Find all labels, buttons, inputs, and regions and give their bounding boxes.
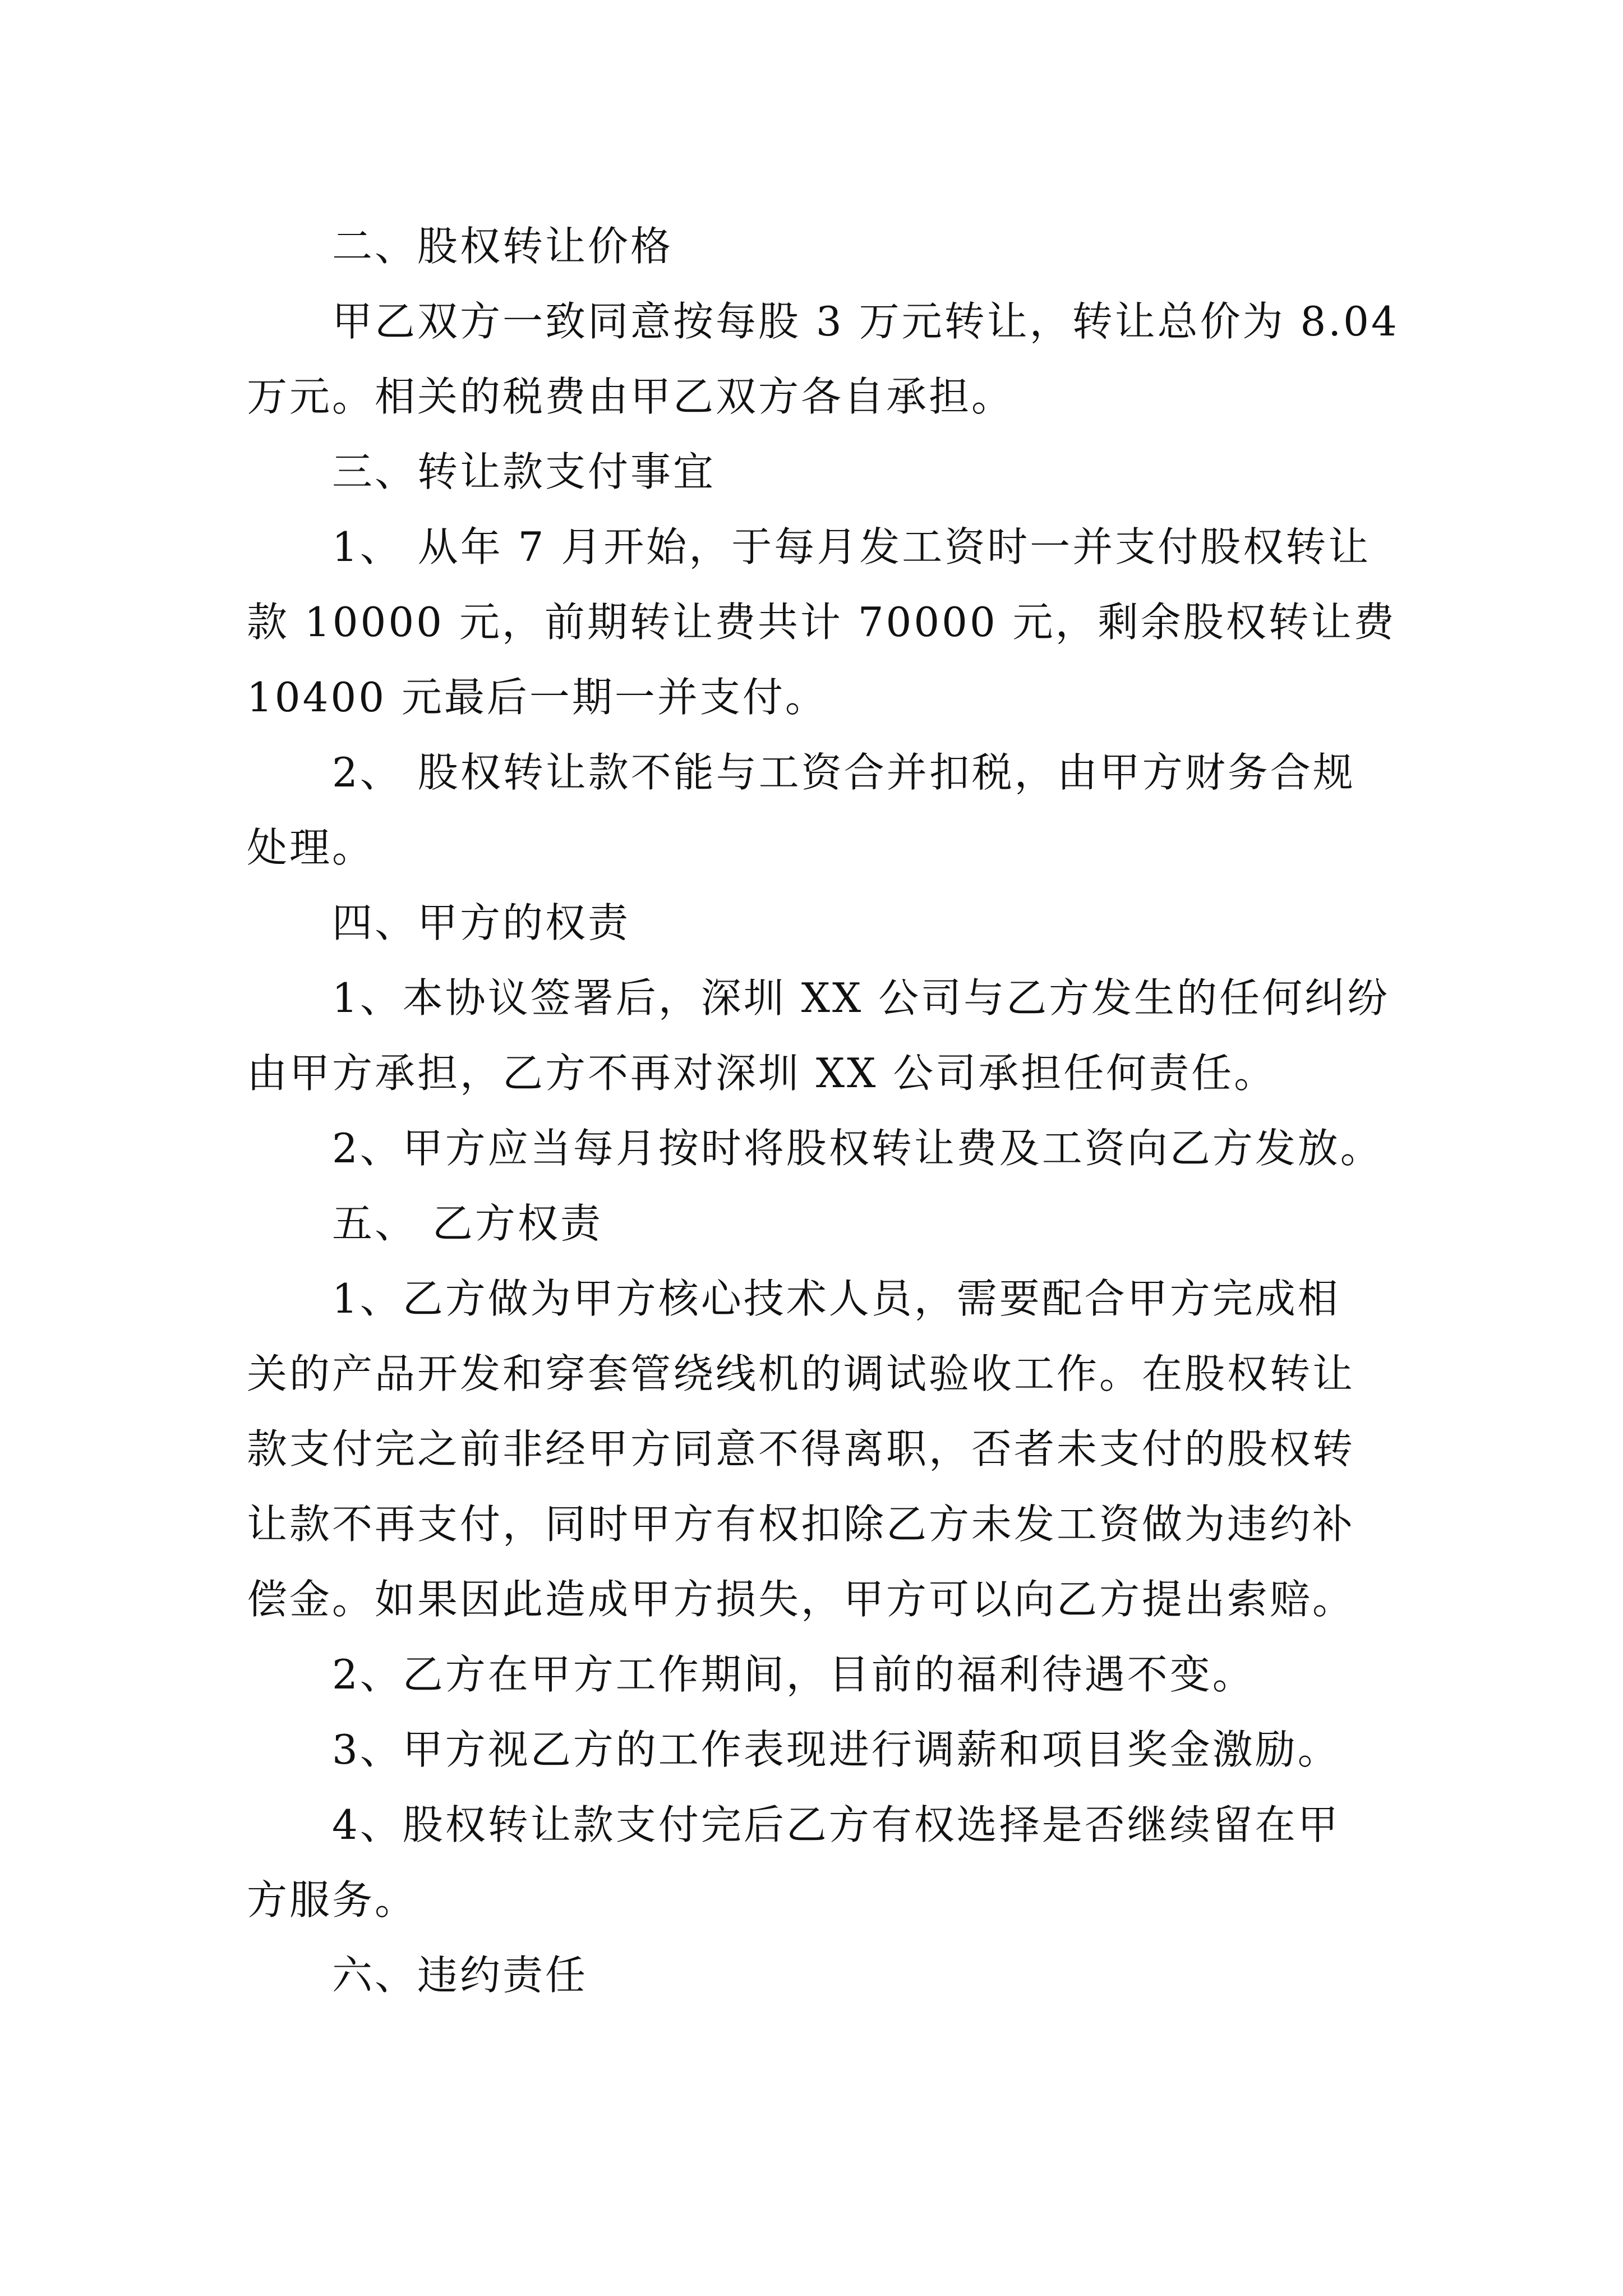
section-heading-party-a: 四、甲方的权责 [332, 899, 631, 946]
paragraph-line: 2、甲方应当每月按时将股权转让费及工资向乙方发放。 [332, 1125, 1383, 1172]
paragraph-line: 1、乙方做为甲方核心技术人员，需要配合甲方完成相 [332, 1275, 1340, 1322]
section-heading-liability: 六、违约责任 [332, 1952, 588, 1999]
paragraph-line: 处理。 [247, 824, 375, 871]
paragraph-line: 关的产品开发和穿套管绕线机的调试验收工作。在股权转让 [247, 1350, 1355, 1397]
paragraph-line: 万元。相关的税费由甲乙双方各自承担。 [247, 373, 1015, 420]
paragraph-line: 方服务。 [247, 1876, 418, 1924]
paragraph-line: 3、甲方视乙方的工作表现进行调薪和项目奖金激励。 [332, 1726, 1340, 1773]
paragraph-line: 甲乙双方一致同意按每股 3 万元转让，转让总价为 8.04 [332, 298, 1399, 345]
paragraph-line: 1、本协议签署后，深圳 XX 公司与乙方发生的任何纠纷 [332, 974, 1390, 1022]
paragraph-line: 偿金。如果因此造成甲方损失，甲方可以向乙方提出索赔。 [247, 1576, 1355, 1623]
paragraph-line: 款支付完之前非经甲方同意不得离职，否者未支付的股权转 [247, 1425, 1355, 1473]
paragraph-line: 4、股权转让款支付完后乙方有权选择是否继续留在甲 [332, 1801, 1340, 1848]
paragraph-line: 1、 从年 7 月开始，于每月发工资时一并支付股权转让 [332, 523, 1371, 570]
paragraph-line: 款 10000 元，前期转让费共计 70000 元，剩余股权转让费 [247, 599, 1396, 646]
paragraph-line: 让款不再支付，同时甲方有权扣除乙方未发工资做为违约补 [247, 1501, 1355, 1548]
paragraph-line: 2、乙方在甲方工作期间，目前的福利待遇不变。 [332, 1651, 1255, 1698]
section-heading-payment: 三、转让款支付事宜 [332, 448, 716, 495]
paragraph-line: 由甲方承担，乙方不再对深圳 XX 公司承担任何责任。 [247, 1050, 1277, 1097]
document-page [247, 209, 1399, 2013]
section-heading-price: 二、股权转让价格 [332, 223, 674, 270]
section-heading-party-b: 五、 乙方权责 [332, 1200, 603, 1247]
paragraph-line: 2、 股权转让款不能与工资合并扣税，由甲方财务合规 [332, 749, 1355, 796]
paragraph-line: 10400 元最后一期一并支付。 [247, 674, 828, 721]
